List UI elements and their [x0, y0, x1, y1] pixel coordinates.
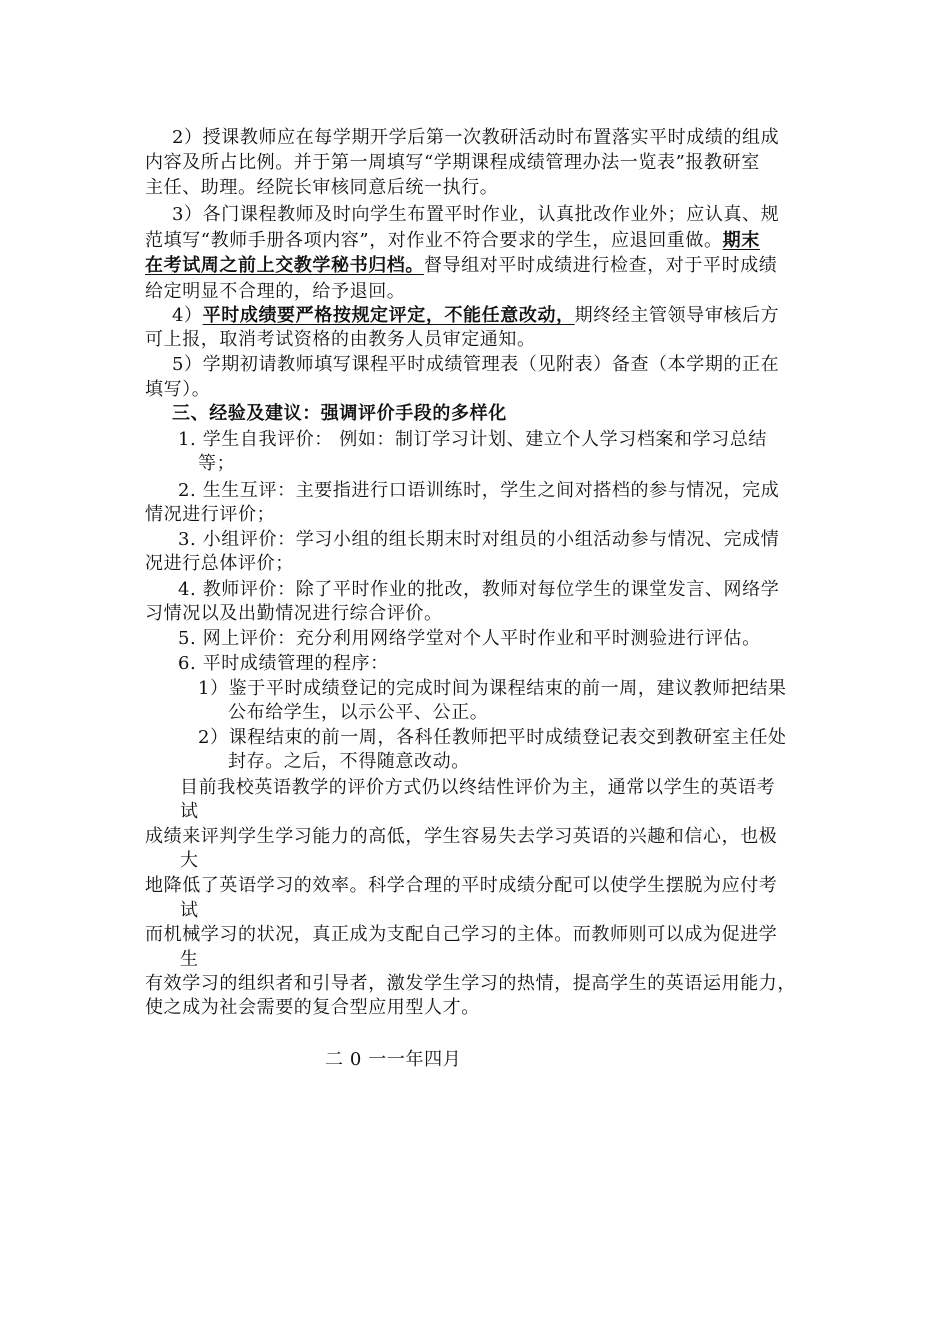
conclusion-line3: 地降低了英语学习的效率。科学合理的平时成绩分配可以使学生摆脱为应付考 — [145, 875, 778, 896]
item4-line1: 4. 教师评价：除了平时作业的批改，教师对每位学生的课堂发言、网络学 — [178, 579, 780, 600]
item6-sub1-line1: 1）鉴于平时成绩登记的完成时间为课程结束的前一周，建议教师把结果 — [198, 678, 787, 699]
para3-line4: 给定明显不合理的，给予退回。 — [145, 281, 406, 302]
para3-line2 — [145, 229, 760, 253]
para5-line2: 填写）。 — [145, 379, 211, 400]
para4-line1-text: 期终经主管领导审核后方 — [574, 305, 780, 326]
para3-line1: 3）各门课程教师及时向学生布置平时作业，认真批改作业外；应认真、规 — [172, 204, 780, 225]
item5-line1: 5. 网上评价：充分利用网络学堂对个人平时作业和平时测验进行评估。 — [178, 628, 761, 649]
para3-line3-text: 督导组对平时成绩进行检查，对于平时成绩 — [424, 255, 778, 276]
item2-line1: 2. 生生互评：主要指进行口语训练时，学生之间对搭档的参与情况，完成 — [178, 480, 780, 501]
para4-line1 — [172, 304, 779, 328]
item3-line2: 况进行总体评价； — [145, 553, 294, 574]
conclusion-line2-wrap: 大 — [180, 850, 199, 871]
para3-line3 — [145, 254, 777, 278]
para2-line3: 主任、助理。经院长审核同意后统一执行。 — [145, 177, 499, 198]
conclusion-line1: 目前我校英语教学的评价方式仍以终结性评价为主，通常以学生的英语考 — [180, 777, 776, 798]
para4-number: 4） — [172, 305, 203, 326]
item3-line1: 3. 小组评价：学习小组的组长期末时对组员的小组活动参与情况、完成情 — [178, 529, 780, 550]
para3-emphasis-start: 期末 — [722, 230, 760, 251]
item6-sub2-line1: 2）课程结束的前一周，各科任教师把平时成绩登记表交到教研室主任处 — [198, 727, 787, 748]
item1-line2: 等； — [198, 453, 236, 474]
para4-line2: 可上报，取消考试资格的由教务人员审定通知。 — [145, 329, 536, 350]
conclusion-line6: 使之成为社会需要的复合型应用型人才。 — [145, 997, 480, 1018]
para5-line1: 5）学期初请教师填写课程平时成绩管理表（见附表）备查（本学期的正在 — [172, 354, 780, 375]
para2-line2: 内容及所占比例。并于第一周填写“学期课程成绩管理办法一览表”报教研室 — [145, 152, 760, 173]
para3-emphasis-end: 在考试周之前上交教学秘书归档。 — [145, 255, 424, 276]
item6-sub1-line2: 公布给学生，以示公平、公正。 — [228, 702, 489, 723]
para2-line1: 2）授课教师应在每学期开学后第一次教研活动时布置落实平时成绩的组成 — [172, 127, 780, 148]
conclusion-line3-wrap: 试 — [180, 900, 199, 921]
conclusion-line1-wrap: 试 — [180, 801, 199, 822]
conclusion-line4-wrap: 生 — [180, 949, 199, 970]
item6-line1: 6. 平时成绩管理的程序： — [178, 653, 389, 674]
document-date: 二 0 一一年四月 — [325, 1049, 462, 1070]
item2-line2: 情况进行评价； — [145, 504, 276, 525]
conclusion-line4: 而机械学习的状况，真正成为支配自己学习的主体。而教师则可以成为促进学 — [145, 924, 778, 945]
para4-emphasis: 平时成绩要严格按规定评定，不能任意改动， — [202, 305, 575, 326]
conclusion-line2: 成绩来评判学生学习能力的高低，学生容易失去学习英语的兴趣和信心，也极 — [145, 826, 778, 847]
item6-sub2-line2: 封存。之后，不得随意改动。 — [228, 751, 470, 772]
section3-heading: 三、经验及建议：强调评价手段的多样化 — [172, 403, 507, 424]
item1-line1: 1. 学生自我评价： 例如：制订学习计划、建立个人学习档案和学习总结 — [178, 429, 768, 450]
conclusion-line5: 有效学习的组织者和引导者，激发学生学习的热情，提高学生的英语运用能力， — [145, 973, 796, 994]
item4-line2: 习情况以及出勤情况进行综合评价。 — [145, 603, 443, 624]
para3-line2-text: 范填写“教师手册各项内容”，对作业不符合要求的学生，应退回重做。 — [145, 230, 723, 251]
